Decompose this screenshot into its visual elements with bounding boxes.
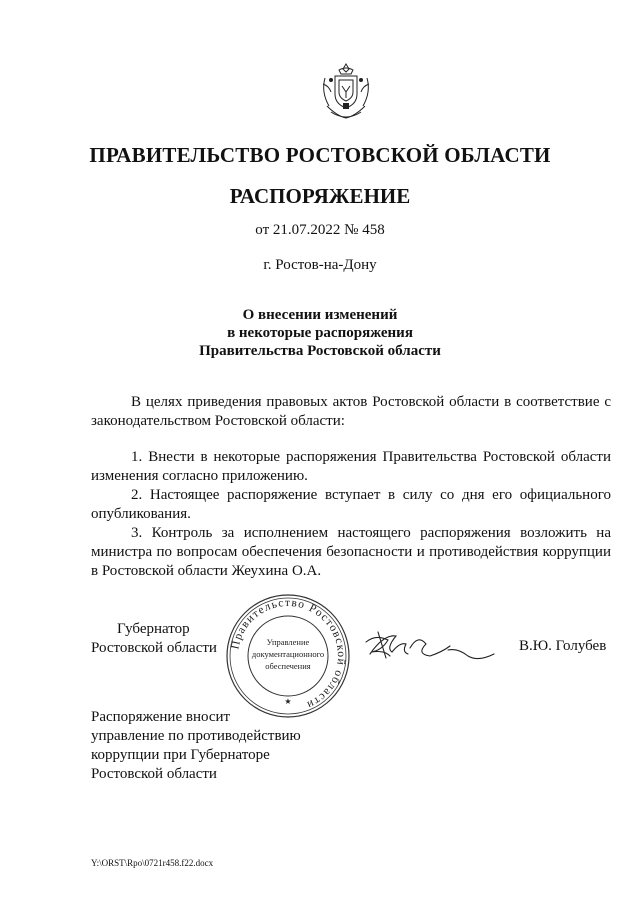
- file-path-footer: Y:\ORST\Rpo\0721r458.f22.docx: [91, 858, 214, 868]
- city: г. Ростов-на-Дону: [263, 257, 377, 273]
- preamble-paragraph: В целях приведения правовых актов Ростовской области в соответствие с законодательством Ростовской области:: [91, 394, 611, 429]
- order-item: 1. Внести в некоторые распоряжения Правительства Ростовской области изменения согласно приложению.: [91, 449, 611, 484]
- submitted-by-note: [91, 708, 301, 784]
- subject-line: в некоторые распоряжения: [227, 325, 413, 341]
- stamp-inner-line: обеспечения: [265, 661, 311, 671]
- subject-line: Правительства Ростовской области: [199, 343, 441, 359]
- signatory-name: В.Ю. Голубев: [519, 638, 607, 654]
- handwritten-signature: [358, 624, 498, 670]
- stamp-outer-text: Правительство Ростовской области: [229, 596, 348, 712]
- coat-of-arms-emblem: [313, 60, 379, 126]
- official-stamp: [225, 593, 351, 719]
- organization-title: ПРАВИТЕЛЬСТВО РОСТОВСКОЙ ОБЛАСТИ: [89, 143, 551, 167]
- subject-line: О внесении изменений: [242, 307, 398, 323]
- signatory-title: [91, 620, 217, 658]
- note-line: Распоряжение вносит: [91, 709, 231, 725]
- stamp-inner-line: Управление: [266, 637, 310, 647]
- note-line: управление по противодействию: [91, 728, 301, 744]
- note-line: коррупции при Губернаторе: [91, 747, 270, 763]
- signatory-title-line: Ростовской области: [91, 640, 217, 656]
- order-item: 2. Настоящее распоряжение вступает в силу со дня его официального опубликования.: [91, 487, 611, 522]
- stamp-inner-line: документационного: [251, 649, 325, 659]
- order-item: 3. Контроль за исполнением настоящего распоряжения возложить на министра по вопросам обеспечения безопасности и противодействия коррупции в Ростовской области Жеухина О.А.: [91, 525, 611, 579]
- order-items: [91, 448, 611, 581]
- document-type: РАСПОРЯЖЕНИЕ: [229, 184, 411, 208]
- date-number: от 21.07.2022 № 458: [255, 222, 385, 238]
- document-subject: [0, 306, 640, 360]
- note-line: Ростовской области: [91, 766, 217, 782]
- stamp-star-icon: ★: [284, 697, 292, 706]
- signatory-title-line: Губернатор: [117, 621, 190, 637]
